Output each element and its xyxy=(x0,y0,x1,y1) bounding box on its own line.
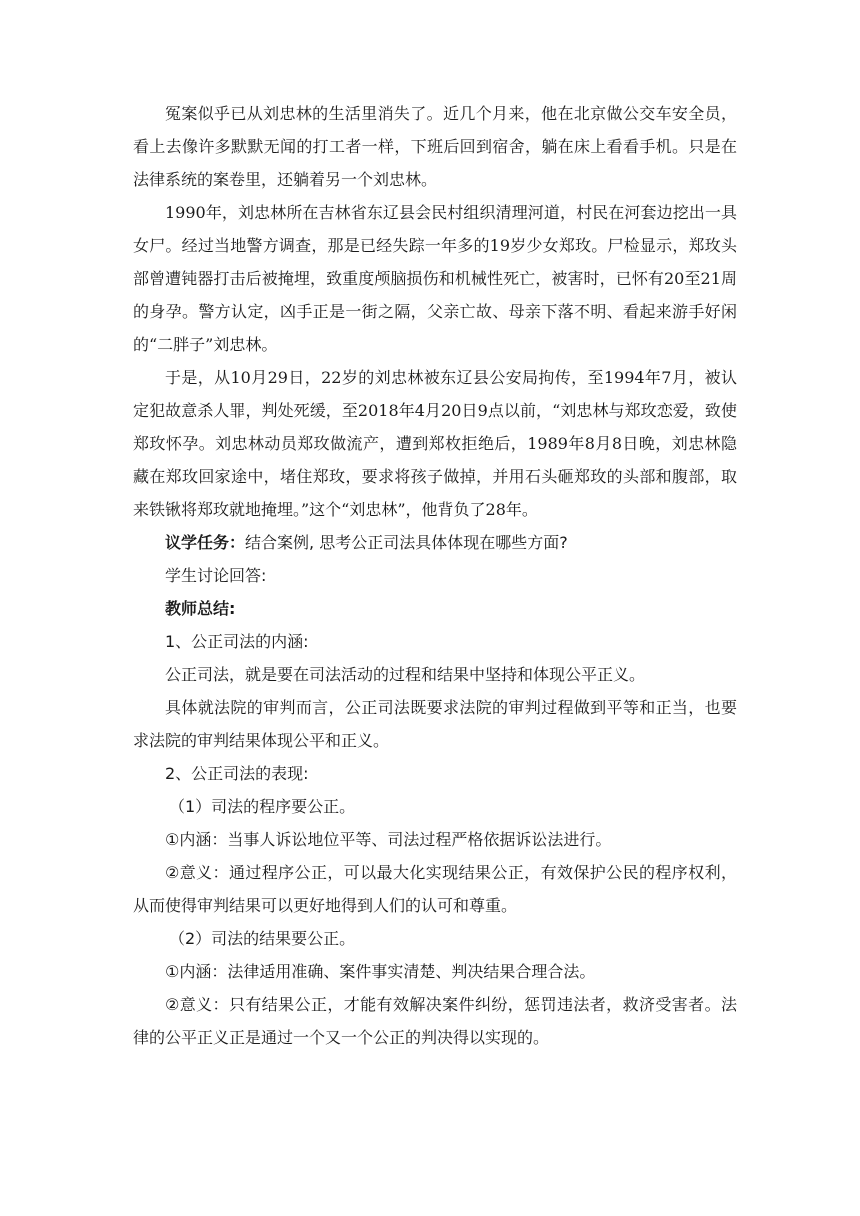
section-1-definition: 公正司法，就是要在司法活动的过程和结果中坚持和体现公平正义。 xyxy=(165,665,646,684)
discussion-task xyxy=(133,526,737,559)
result-meaning: ①内涵：法律适用准确、案件事实清楚、判决结果合理合法。 xyxy=(165,962,596,981)
teacher-summary-label: 教师总结: xyxy=(165,599,236,618)
result-significance: ②意义：只有结果公正，才能有效解决案件纠纷，惩罚违法者，救济受害者。法律的公平正义正是通过一个又一个公正的判决得以实现的。 xyxy=(133,995,737,1047)
section-2-heading: 2、公正司法的表现: xyxy=(165,764,309,783)
discussion-task-label: 议学任务： xyxy=(165,533,246,552)
procedure-meaning: ①内涵：当事人诉讼地位平等、司法过程严格依据诉讼法进行。 xyxy=(165,830,612,849)
document-body xyxy=(133,97,737,1054)
case-paragraph-2: 1990年，刘忠林所在吉林省东辽县会民村组织清理河道，村民在河套边挖出一具女尸。经过当地警方调查，那是已经失踪一年多的19岁少女郑玫。尸检显示，郑玫头部曾遭钝器打击后被掩埋，致重度颅脑损伤和机械性死亡，被害时，已怀有20至21周的身孕。警方认定，凶手正是一街之隔，父亲亡故、母亲下落不明、看起来游手好闲的“二胖子”刘忠林。 xyxy=(133,203,737,354)
student-discussion: 学生讨论回答: xyxy=(165,566,267,585)
discussion-task-text: 结合案例, 思考公正司法具体体现在哪些方面? xyxy=(245,533,568,552)
section-1-detail: 具体就法院的审判而言，公正司法既要求法院的审判过程做到平等和正当，也要求法院的审判结果体现公平和正义。 xyxy=(133,698,737,750)
procedure-heading: （1）司法的程序要公正。 xyxy=(169,797,356,816)
procedure-significance: ②意义：通过程序公正，可以最大化实现结果公正，有效保护公民的程序权利，从而使得审判结果可以更好地得到人们的认可和尊重。 xyxy=(133,863,737,915)
case-paragraph-3: 于是，从10月29日，22岁的刘忠林被东辽县公安局拘传，至1994年7月，被认定犯故意杀人罪，判处死缓，至2018年4月20日9点以前，“刘忠林与郑玫恋爱，致使郑玫怀孕。刘忠林动员郑玫做流产，遭到郑枚拒绝后，1989年8月8日晚，刘忠林隐藏在郑玫回家途中，堵住郑玫，要求将孩子做掉，并用石头砸郑玫的头部和腹部，取来铁锹将郑玫就地掩埋。”这个“刘忠林”，他背负了28年。 xyxy=(133,368,737,519)
teacher-summary-heading xyxy=(133,592,737,625)
section-1-heading: 1、公正司法的内涵: xyxy=(165,632,309,651)
case-paragraph-1: 冤案似乎已从刘忠林的生活里消失了。近几个月来，他在北京做公交车安全员，看上去像许多默默无闻的打工者一样，下班后回到宿舍，躺在床上看看手机。只是在法律系统的案卷里，还躺着另一个刘忠林。 xyxy=(133,104,737,189)
result-heading: （2）司法的结果要公正。 xyxy=(169,929,356,948)
